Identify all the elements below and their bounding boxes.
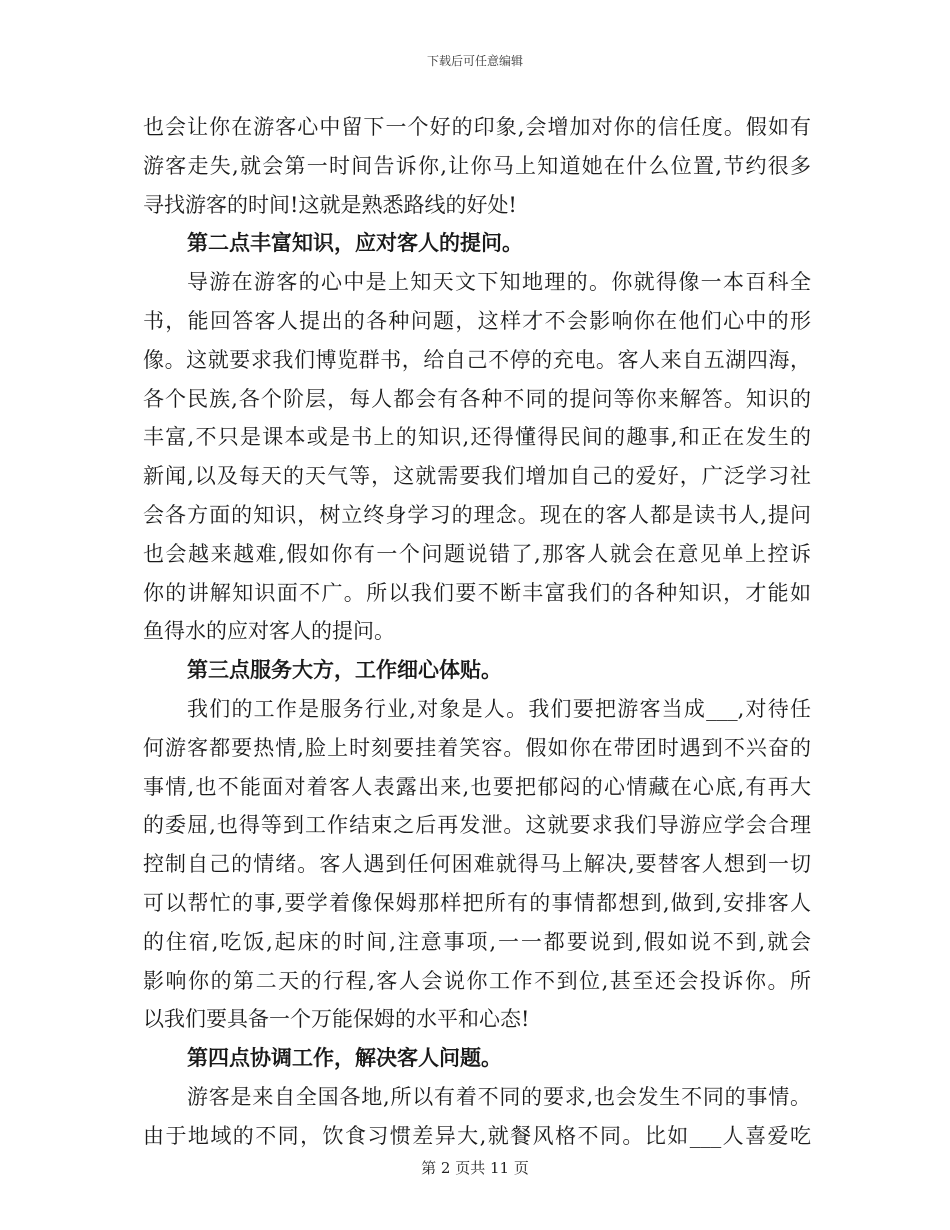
- paragraph-line: 会各方面的知识，树立终身学习的理念。现在的客人都是读书人,提问: [143, 502, 811, 527]
- paragraph-line: 可以帮忙的事,要学着像保姆那样把所有的事情都想到,做到,安排客人: [143, 890, 811, 915]
- paragraph-line: 各个民族,各个阶层，每人都会有各种不同的提问等你来解答。知识的: [143, 386, 811, 411]
- paragraph-line: 像。这就要求我们博览群书，给自己不停的充电。客人来自五湖四海，: [143, 347, 811, 372]
- paragraph-line: 控制自己的情绪。客人遇到任何困难就得马上解决,要替客人想到一切: [143, 852, 811, 877]
- paragraph-line: 寻找游客的时间!这就是熟悉路线的好处!: [143, 192, 517, 217]
- paragraph-line: 也会越来越难,假如你有一个问题说错了,那客人就会在意见单上控诉: [143, 541, 811, 566]
- page-header: 下载后可任意编辑: [426, 54, 523, 68]
- document-body: [143, 108, 811, 1156]
- paragraph-line: 我们的工作是服务行业,对象是人。我们要把游客当成___,对待任: [187, 696, 811, 721]
- section-heading-3: 第三点服务大方，工作细心体贴。: [187, 657, 502, 683]
- paragraph-line: 以我们要具备一个万能保姆的水平和心态!: [143, 1007, 530, 1032]
- paragraph-line: 的委屈,也得等到工作结束之后再发泄。这就要求我们导游应学会合理: [143, 813, 811, 838]
- page-footer: 第 2 页共 11 页: [421, 1159, 529, 1177]
- paragraph-line: 你的讲解知识面不广。所以我们要不断丰富我们的各种知识，才能如: [143, 580, 811, 605]
- paragraph-line: 由于地域的不同，饮食习惯差异大,就餐风格不同。比如___人喜爱吃: [143, 1123, 811, 1148]
- section-heading-2: 第二点丰富知识，应对客人的提问。: [187, 230, 523, 256]
- paragraph-line: 游客是来自全国各地,所以有着不同的要求,也会发生不同的事情。: [187, 1084, 811, 1109]
- paragraph-line: 影响你的第二天的行程,客人会说你工作不到位,甚至还会投诉你。所: [143, 968, 811, 993]
- paragraph-line: 鱼得水的应对客人的提问。: [143, 619, 395, 644]
- paragraph-line: 的住宿,吃饭,起床的时间,注意事项,一一都要说到,假如说不到,就会: [143, 929, 811, 954]
- paragraph-line: 也会让你在游客心中留下一个好的印象,会增加对你的信任度。假如有: [143, 115, 811, 139]
- paragraph-line: 丰富,不只是课本或是书上的知识,还得懂得民间的趣事,和正在发生的: [143, 425, 811, 450]
- paragraph-line: 事情,也不能面对着客人表露出来,也要把郁闷的心情藏在心底,有再大: [143, 774, 811, 799]
- paragraph-line: 何游客都要热情,脸上时刻要挂着笑容。假如你在带团时遇到不兴奋的: [143, 735, 811, 760]
- paragraph-line: 游客走失,就会第一时间告诉你,让你马上知道她在什么位置,节约很多: [143, 153, 811, 178]
- section-heading-4: 第四点协调工作，解决客人问题。: [187, 1045, 502, 1071]
- paragraph-line: 导游在游客的心中是上知天文下知地理的。你就得像一本百科全: [187, 270, 811, 295]
- paragraph-line: 书，能回答客人提出的各种问题，这样才不会影响你在他们心中的形: [143, 308, 811, 333]
- paragraph-line: 新闻,以及每天的天气等，这就需要我们增加自己的爱好，广泛学习社: [143, 464, 811, 489]
